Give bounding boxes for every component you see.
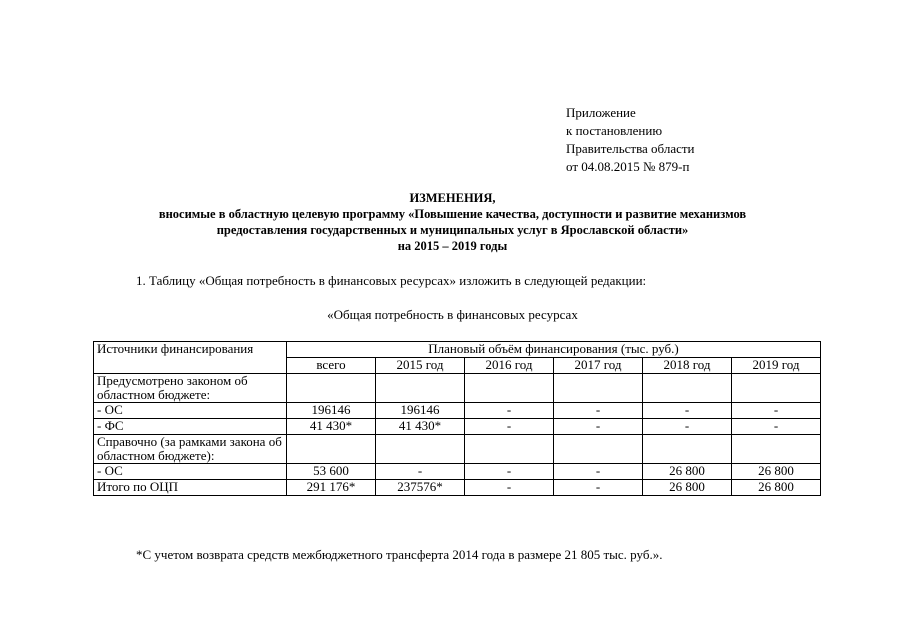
instruction-paragraph: 1. Таблицу «Общая потребность в финансовых ресурсах» изложить в следующей редакции: bbox=[136, 273, 647, 288]
row-label: Предусмотрено законом об областном бюджете: bbox=[94, 374, 287, 403]
appendix-line: Приложение bbox=[566, 105, 636, 120]
table-cell: 26 800 bbox=[643, 480, 732, 496]
row-label: Справочно (за рамками закона об областном бюджете): bbox=[94, 435, 287, 464]
table-row bbox=[94, 403, 821, 419]
table-cell bbox=[376, 435, 465, 464]
table-cell: 196146 bbox=[376, 403, 465, 419]
title-line: предоставления государственных и муниципальных услуг в Ярославской области» bbox=[216, 223, 689, 237]
source-header: Источники финансирования bbox=[94, 342, 287, 374]
table-row bbox=[94, 419, 821, 435]
table-cell bbox=[554, 374, 643, 403]
table-row bbox=[94, 374, 821, 403]
table-row bbox=[94, 435, 821, 464]
table-cell bbox=[732, 435, 821, 464]
table-cell: - bbox=[465, 464, 554, 480]
table-cell: 26 800 bbox=[732, 480, 821, 496]
title-line: на 2015 – 2019 годы bbox=[397, 239, 508, 253]
title-line: ИЗМЕНЕНИЯ, bbox=[409, 191, 496, 205]
subheader-cell: 2017 год bbox=[554, 358, 643, 374]
table-row bbox=[94, 480, 821, 496]
table-cell: - bbox=[732, 419, 821, 435]
document-title bbox=[0, 190, 905, 254]
subheader-cell: 2018 год bbox=[643, 358, 732, 374]
table-cell: 26 800 bbox=[643, 464, 732, 480]
plan-header: Плановый объём финансирования (тыс. руб.) bbox=[287, 342, 821, 358]
table-cell: - bbox=[465, 419, 554, 435]
table-cell bbox=[643, 435, 732, 464]
row-label: Итого по ОЦП bbox=[94, 480, 287, 496]
table-cell bbox=[287, 435, 376, 464]
table-cell: - bbox=[465, 480, 554, 496]
table-header-row bbox=[94, 342, 821, 358]
table-cell: - bbox=[465, 403, 554, 419]
table-cell: - bbox=[376, 464, 465, 480]
appendix-line: от 04.08.2015 № 879-п bbox=[566, 159, 690, 174]
row-label: - ОС bbox=[94, 403, 287, 419]
table-cell: - bbox=[554, 464, 643, 480]
table-row bbox=[94, 464, 821, 480]
table-cell bbox=[376, 374, 465, 403]
table-cell bbox=[465, 374, 554, 403]
table-cell: - bbox=[554, 480, 643, 496]
table-cell bbox=[732, 374, 821, 403]
financing-table bbox=[93, 341, 821, 496]
table-cell bbox=[465, 435, 554, 464]
table-cell: - bbox=[554, 403, 643, 419]
row-label: - ФС bbox=[94, 419, 287, 435]
row-label: - ОС bbox=[94, 464, 287, 480]
table-cell: 237576* bbox=[376, 480, 465, 496]
table-cell: 41 430* bbox=[376, 419, 465, 435]
table-cell: - bbox=[732, 403, 821, 419]
appendix-line: Правительства области bbox=[566, 141, 695, 156]
table-cell: - bbox=[554, 419, 643, 435]
table-caption: «Общая потребность в финансовых ресурсах bbox=[327, 307, 578, 322]
subheader-cell: всего bbox=[287, 358, 376, 374]
table-cell: - bbox=[643, 403, 732, 419]
table-cell: 41 430* bbox=[287, 419, 376, 435]
table-cell: 26 800 bbox=[732, 464, 821, 480]
footnote: *С учетом возврата средств межбюджетного трансферта 2014 года в размере 21 805 тыс. руб.». bbox=[136, 547, 663, 562]
table-cell: 53 600 bbox=[287, 464, 376, 480]
table-cell: 196146 bbox=[287, 403, 376, 419]
subheader-cell: 2019 год bbox=[732, 358, 821, 374]
table-cell bbox=[287, 374, 376, 403]
table-cell: - bbox=[643, 419, 732, 435]
title-line: вносимые в областную целевую программу «Повышение качества, доступности и развитие механизмов bbox=[158, 207, 747, 221]
table-cell bbox=[554, 435, 643, 464]
appendix-line: к постановлению bbox=[566, 123, 663, 138]
subheader-cell: 2015 год bbox=[376, 358, 465, 374]
subheader-cell: 2016 год bbox=[465, 358, 554, 374]
table-cell: 291 176* bbox=[287, 480, 376, 496]
appendix-block bbox=[566, 104, 695, 176]
table-cell bbox=[643, 374, 732, 403]
